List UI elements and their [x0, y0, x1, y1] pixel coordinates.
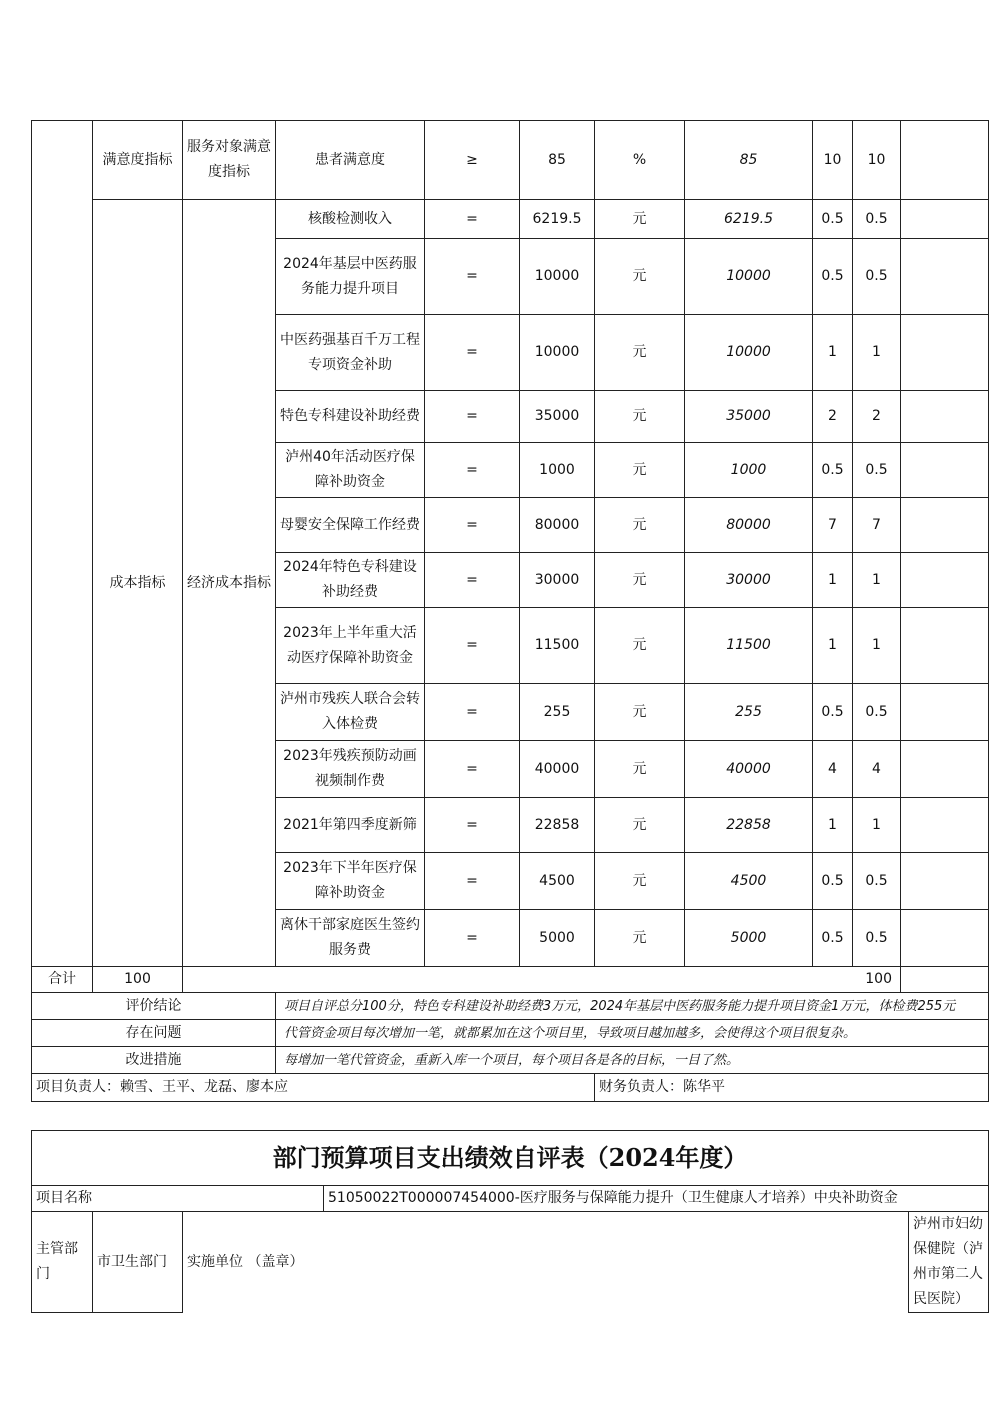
- cost-item-target: 10000: [520, 239, 595, 315]
- cost-item-score: 0.5: [853, 853, 901, 910]
- cost-item-unit: 元: [595, 443, 685, 498]
- cost-item-score: 0.5: [853, 200, 901, 239]
- cost-item-unit: 元: [595, 391, 685, 443]
- impl-label: 实施单位 （盖章）: [183, 1212, 909, 1313]
- cost-item-blank: [901, 684, 989, 741]
- cost-item-operator: =: [425, 553, 520, 608]
- project-name-row: [32, 1186, 989, 1212]
- cost-item-weight: 0.5: [813, 239, 853, 315]
- cost-item-blank: [901, 391, 989, 443]
- finance-lead: 财务负责人：陈华平: [595, 1074, 989, 1102]
- cost-item-target: 40000: [520, 741, 595, 798]
- impl-value: 泸州市妇幼保健院（泸州市第二人民医院）: [909, 1212, 989, 1313]
- cost-item-score: 0.5: [853, 443, 901, 498]
- cost-item-score: 1: [853, 315, 901, 391]
- cost-item-blank: [901, 853, 989, 910]
- cost-item-weight: 2: [813, 391, 853, 443]
- cost-item-score: 2: [853, 391, 901, 443]
- satisfaction-actual: 85: [685, 121, 813, 200]
- cost-item-name: 2021年第四季度新筛: [276, 798, 425, 853]
- cost-item-operator: =: [425, 498, 520, 553]
- cost-item-unit: 元: [595, 315, 685, 391]
- cost-item-actual: 10000: [685, 315, 813, 391]
- cost-item-unit: 元: [595, 608, 685, 684]
- satisfaction-category: 满意度指标: [93, 121, 183, 200]
- cost-item-actual: 80000: [685, 498, 813, 553]
- cost-item-blank: [901, 315, 989, 391]
- cost-subcategory: 经济成本指标: [183, 200, 276, 967]
- cost-item-actual: 5000: [685, 910, 813, 967]
- blank-left-cell: [32, 121, 93, 967]
- cost-item-weight: 0.5: [813, 200, 853, 239]
- cost-item-unit: 元: [595, 741, 685, 798]
- form-title: 部门预算项目支出绩效自评表（2024年度）: [32, 1131, 989, 1186]
- cost-item-target: 80000: [520, 498, 595, 553]
- cost-item-operator: =: [425, 910, 520, 967]
- conclusion-row: [32, 993, 989, 1020]
- cost-item-actual: 255: [685, 684, 813, 741]
- cost-item-unit: 元: [595, 798, 685, 853]
- total-row: [32, 967, 989, 993]
- cost-item-blank: [901, 200, 989, 239]
- cost-item-target: 10000: [520, 315, 595, 391]
- dept-value: 市卫生部门: [93, 1212, 183, 1313]
- cost-item-name: 离休干部家庭医生签约服务费: [276, 910, 425, 967]
- cost-item-name: 泸州40年活动医疗保障补助资金: [276, 443, 425, 498]
- cost-item-score: 0.5: [853, 910, 901, 967]
- cost-item-blank: [901, 553, 989, 608]
- cost-item-actual: 30000: [685, 553, 813, 608]
- cost-item-operator: =: [425, 798, 520, 853]
- cost-item-operator: =: [425, 443, 520, 498]
- cost-item-actual: 6219.5: [685, 200, 813, 239]
- cost-item-weight: 1: [813, 608, 853, 684]
- cost-item-score: 0.5: [853, 239, 901, 315]
- self-eval-form: [31, 1130, 989, 1313]
- signature-row: [32, 1074, 989, 1102]
- cost-item-target: 4500: [520, 853, 595, 910]
- satisfaction-unit: %: [595, 121, 685, 200]
- dept-label: 主管部门: [32, 1212, 93, 1313]
- cost-item-weight: 1: [813, 798, 853, 853]
- cost-item-unit: 元: [595, 910, 685, 967]
- total-weight: 100: [93, 967, 183, 993]
- problems-row: [32, 1020, 989, 1047]
- cost-item-name: 2023年上半年重大活动医疗保障补助资金: [276, 608, 425, 684]
- cost-item-actual: 22858: [685, 798, 813, 853]
- improvement-row: [32, 1047, 989, 1074]
- cost-item-name: 2023年下半年医疗保障补助资金: [276, 853, 425, 910]
- cost-item-weight: 7: [813, 498, 853, 553]
- cost-item-weight: 0.5: [813, 684, 853, 741]
- cost-item-name: 核酸检测收入: [276, 200, 425, 239]
- cost-item-score: 1: [853, 608, 901, 684]
- cost-item-blank: [901, 239, 989, 315]
- cost-item-weight: 4: [813, 741, 853, 798]
- satisfaction-operator: ≥: [425, 121, 520, 200]
- cost-item-weight: 0.5: [813, 853, 853, 910]
- cost-item-unit: 元: [595, 684, 685, 741]
- cost-row: [32, 200, 989, 239]
- cost-item-name: 2024年特色专科建设补助经费: [276, 553, 425, 608]
- cost-item-name: 母婴安全保障工作经费: [276, 498, 425, 553]
- cost-item-actual: 4500: [685, 853, 813, 910]
- improvement-label: 改进措施: [32, 1047, 276, 1074]
- summary-section: [32, 967, 989, 1102]
- cost-item-blank: [901, 608, 989, 684]
- cost-item-operator: =: [425, 684, 520, 741]
- cost-item-unit: 元: [595, 553, 685, 608]
- cost-item-blank: [901, 741, 989, 798]
- cost-item-name: 中医药强基百千万工程专项资金补助: [276, 315, 425, 391]
- conclusion-label: 评价结论: [32, 993, 276, 1020]
- cost-item-operator: =: [425, 608, 520, 684]
- cost-item-unit: 元: [595, 498, 685, 553]
- cost-item-target: 6219.5: [520, 200, 595, 239]
- cost-item-score: 7: [853, 498, 901, 553]
- satisfaction-score: 10: [853, 121, 901, 200]
- satisfaction-row: [32, 121, 989, 200]
- cost-item-actual: 10000: [685, 239, 813, 315]
- cost-item-operator: =: [425, 391, 520, 443]
- cost-item-operator: =: [425, 200, 520, 239]
- cost-item-unit: 元: [595, 239, 685, 315]
- project-name-value: 51050022T000007454000-医疗服务与保障能力提升（卫生健康人才培养）中央补助资金: [324, 1186, 989, 1212]
- cost-item-unit: 元: [595, 200, 685, 239]
- cost-item-name: 泸州市残疾人联合会转入体检费: [276, 684, 425, 741]
- project-lead: 项目负责人：赖雪、王平、龙磊、廖本应: [32, 1074, 595, 1102]
- cost-item-operator: =: [425, 853, 520, 910]
- cost-item-blank: [901, 498, 989, 553]
- cost-item-actual: 1000: [685, 443, 813, 498]
- satisfaction-weight: 10: [813, 121, 853, 200]
- cost-item-target: 5000: [520, 910, 595, 967]
- performance-table: [31, 120, 989, 1102]
- cost-item-score: 4: [853, 741, 901, 798]
- satisfaction-target: 85: [520, 121, 595, 200]
- satisfaction-indicator: 患者满意度: [276, 121, 425, 200]
- cost-item-target: 1000: [520, 443, 595, 498]
- improvement-text: 每增加一笔代管资金，重新入库一个项目，每个项目各是各的目标，一目了然。: [276, 1047, 989, 1074]
- cost-item-name: 特色专科建设补助经费: [276, 391, 425, 443]
- cost-item-target: 22858: [520, 798, 595, 853]
- cost-item-operator: =: [425, 239, 520, 315]
- cost-item-target: 11500: [520, 608, 595, 684]
- cost-item-name: 2023年残疾预防动画视频制作费: [276, 741, 425, 798]
- problems-label: 存在问题: [32, 1020, 276, 1047]
- cost-item-weight: 0.5: [813, 443, 853, 498]
- cost-item-target: 30000: [520, 553, 595, 608]
- cost-item-unit: 元: [595, 853, 685, 910]
- total-label: 合计: [32, 967, 93, 993]
- satisfaction-blank: [901, 121, 989, 200]
- cost-item-operator: =: [425, 315, 520, 391]
- satisfaction-subcategory: 服务对象满意度指标: [183, 121, 276, 200]
- cost-category: 成本指标: [93, 200, 183, 967]
- conclusion-text: 项目自评总分100分，特色专科建设补助经费3万元，2024年基层中医药服务能力提升项目资金1万元，体检费255元: [276, 993, 989, 1020]
- cost-item-target: 255: [520, 684, 595, 741]
- cost-item-actual: 40000: [685, 741, 813, 798]
- cost-item-weight: 1: [813, 315, 853, 391]
- cost-item-operator: =: [425, 741, 520, 798]
- cost-item-blank: [901, 443, 989, 498]
- performance-table-body: [32, 121, 989, 967]
- cost-item-blank: [901, 798, 989, 853]
- problems-text: 代管资金项目每次增加一笔，就都累加在这个项目里，导致项目越加越多，会使得这个项目很复杂。: [276, 1020, 989, 1047]
- cost-item-score: 1: [853, 798, 901, 853]
- total-score: 100: [183, 967, 901, 993]
- cost-item-actual: 35000: [685, 391, 813, 443]
- cost-item-actual: 11500: [685, 608, 813, 684]
- cost-item-blank: [901, 910, 989, 967]
- cost-item-weight: 0.5: [813, 910, 853, 967]
- cost-item-score: 1: [853, 553, 901, 608]
- form-title-row: [32, 1131, 989, 1186]
- project-name-label: 项目名称: [32, 1186, 324, 1212]
- cost-item-weight: 1: [813, 553, 853, 608]
- total-blank: [901, 967, 989, 993]
- cost-item-score: 0.5: [853, 684, 901, 741]
- dept-row: [32, 1212, 989, 1313]
- cost-item-name: 2024年基层中医药服务能力提升项目: [276, 239, 425, 315]
- cost-item-target: 35000: [520, 391, 595, 443]
